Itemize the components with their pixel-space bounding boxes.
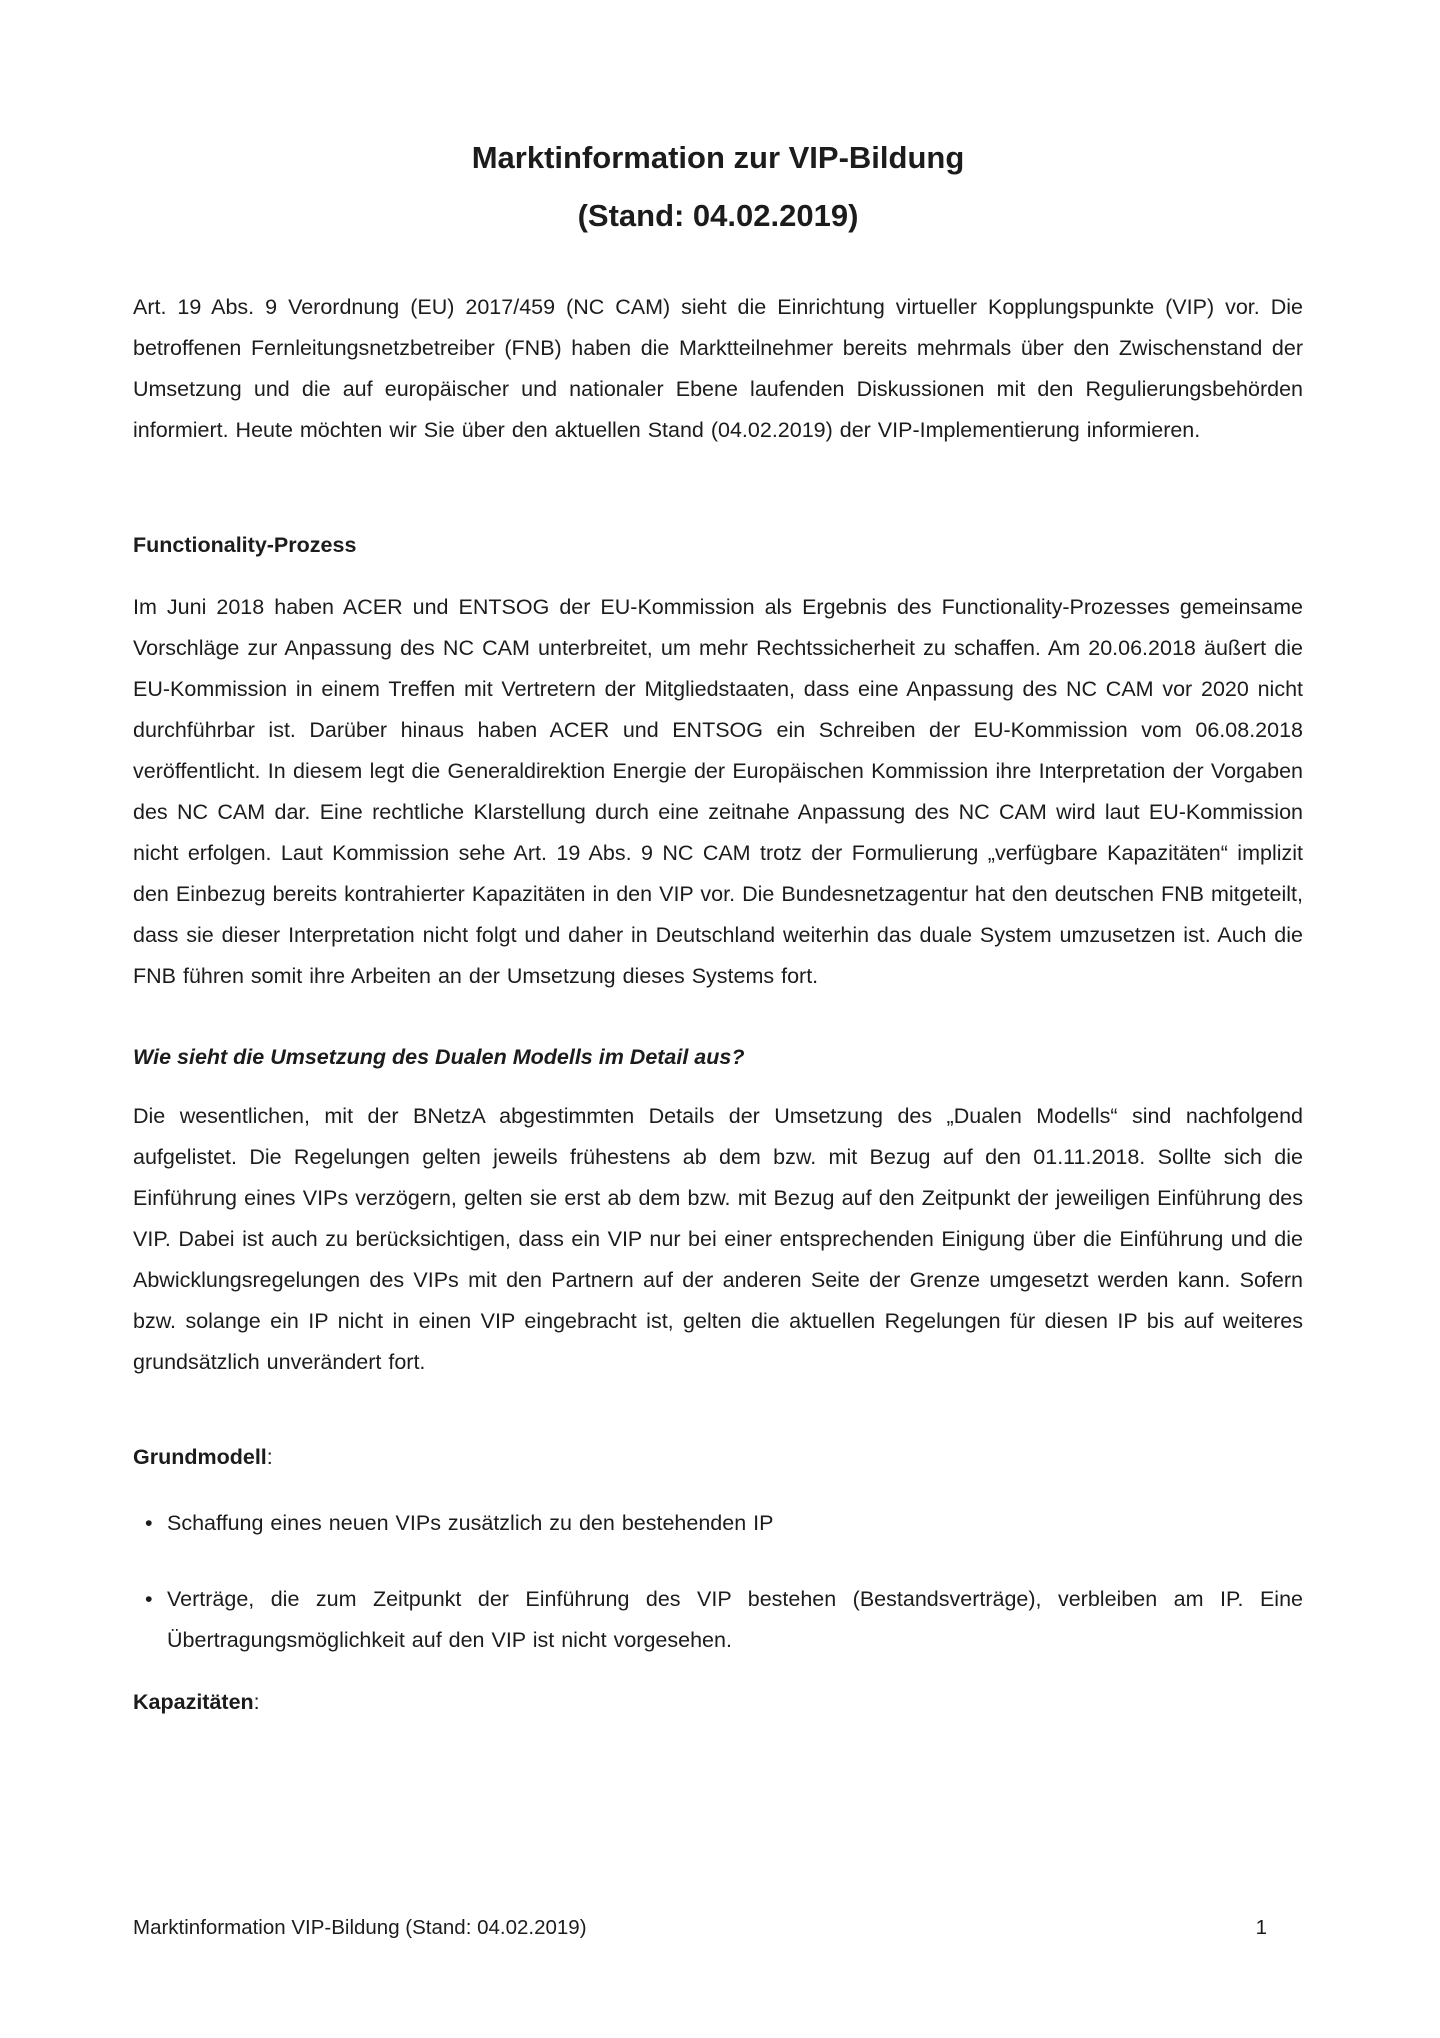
- section-heading-functionality: Functionality-Prozess: [133, 533, 357, 557]
- bullet-item: [133, 1579, 1303, 1661]
- dual-model-paragraph: Die wesentlichen, mit der BNetzA abgestimmten Details der Umsetzung des „Dualen Modells“ sind nachfolgend aufgelistet. Die Regelungen gelten jeweils frühestens ab dem bzw. mit Bezug auf den 01.11.2018. Sollte sich die Einführung eines VIPs verzögern, gelten sie erst ab dem bzw. mit Bezug auf den Zeitpunkt der jeweiligen Einführung des VIP. Dabei ist auch zu berücksichtigen, dass ein VIP nur bei einer entsprechenden Einigung über die Einführung und die Abwicklungsregelungen des VIPs mit den Partnern auf der anderen Seite der Grenze umgesetzt werden kann. Sofern bzw. solange ein IP nicht in einen VIP eingebracht ist, gelten die aktuellen Regelungen für diesen IP bis auf weiteres grundsätzlich unverändert fort.: [133, 1104, 1303, 1374]
- page-subtitle: (Stand: 04.02.2019): [577, 198, 859, 233]
- grundmodell-heading-label: Grundmodell: [133, 1445, 267, 1469]
- question-heading-dual-model: Wie sieht die Umsetzung des Dualen Modells im Detail aus?: [133, 1045, 745, 1069]
- page-footer: [133, 1915, 1303, 1941]
- kapazitaeten-heading-colon: :: [253, 1690, 260, 1714]
- section-heading-grundmodell: [133, 1437, 1303, 1478]
- kapazitaeten-heading-label: Kapazitäten: [133, 1690, 254, 1714]
- footer-text: Marktinformation VIP-Bildung (Stand: 04.02.2019): [133, 1916, 587, 1939]
- grundmodell-heading-colon: :: [266, 1445, 273, 1469]
- page-title: Marktinformation zur VIP-Bildung: [471, 140, 965, 175]
- bullet-dot-icon: •: [145, 1587, 153, 1611]
- bullet-text: Verträge, die zum Zeitpunkt der Einführung des VIP bestehen (Bestandsverträge), verbleiben am IP. Eine Übertragungsmöglichkeit auf den VIP ist nicht vorgesehen.: [167, 1587, 1303, 1652]
- intro-paragraph: Art. 19 Abs. 9 Verordnung (EU) 2017/459 (NC CAM) sieht die Einrichtung virtueller Kopplungspunkte (VIP) vor. Die betroffenen Fernleitungsnetzbetreiber (FNB) haben die Marktteilnehmer bereits mehrmals über den Zwischenstand der Umsetzung und die auf europäischer und nationaler Ebene laufenden Diskussionen mit den Regulierungsbehörden informiert. Heute möchten wir Sie über den aktuellen Stand (04.02.2019) der VIP-Implementierung informieren.: [133, 295, 1303, 442]
- section-heading-kapazitaeten: [133, 1682, 1303, 1723]
- grundmodell-bullet-list: [133, 1503, 1303, 1661]
- bullet-item: [133, 1503, 1303, 1544]
- page-number: 1: [1255, 1916, 1267, 1939]
- functionality-paragraph: Im Juni 2018 haben ACER und ENTSOG der EU-Kommission als Ergebnis des Functionality-Prozesses gemeinsame Vorschläge zur Anpassung des NC CAM unterbreitet, um mehr Rechtssicherheit zu schaffen. Am 20.06.2018 äußert die EU-Kommission in einem Treffen mit Vertretern der Mitgliedstaaten, dass eine Anpassung des NC CAM vor 2020 nicht durchführbar ist. Darüber hinaus haben ACER und ENTSOG ein Schreiben der EU-Kommission vom 06.08.2018 veröffentlicht. In diesem legt die Generaldirektion Energie der Europäischen Kommission ihre Interpretation der Vorgaben des NC CAM dar. Eine rechtliche Klarstellung durch eine zeitnahe Anpassung des NC CAM wird laut EU-Kommission nicht erfolgen. Laut Kommission sehe Art. 19 Abs. 9 NC CAM trotz der Formulierung „verfügbare Kapazitäten“ implizit den Einbezug bereits kontrahierter Kapazitäten in den VIP vor. Die Bundesnetzagentur hat den deutschen FNB mitgeteilt, dass sie dieser Interpretation nicht folgt und daher in Deutschland weiterhin das duale System umzusetzen ist. Auch die FNB führen somit ihre Arbeiten an der Umsetzung dieses Systems fort.: [133, 595, 1303, 988]
- bullet-text: Schaffung eines neuen VIPs zusätzlich zu den bestehenden IP: [167, 1511, 774, 1535]
- bullet-dot-icon: •: [145, 1511, 153, 1535]
